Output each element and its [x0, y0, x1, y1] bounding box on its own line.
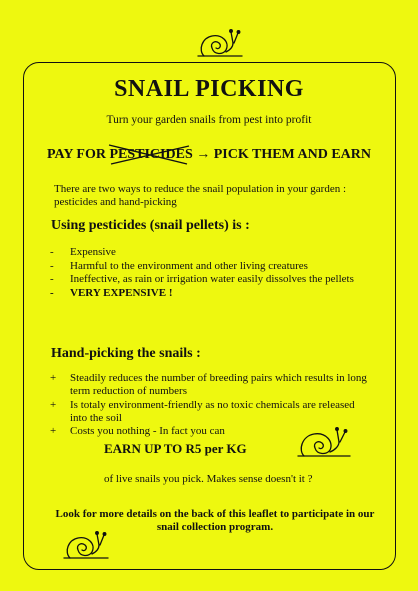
struck-word-wrap: [109, 147, 192, 163]
snail-icon: [296, 424, 354, 460]
list-item-text: Steadily reduces the number of breeding pairs which results in long term reduction of numbers: [70, 372, 367, 397]
list-marker: +: [50, 398, 57, 411]
footer-note: Look for more details on the back of this leaflet to participate in our snail collection program.: [55, 508, 375, 533]
list-item: [50, 372, 370, 398]
earn-subline: of live snails you pick. Makes sense doesn't it ?: [104, 473, 313, 485]
list-item-text: Harmful to the environment and other living creatures: [70, 259, 308, 272]
pay-suffix: → PICK THEM AND EARN: [192, 147, 371, 162]
list-item: [50, 287, 370, 300]
intro-paragraph: There are two ways to reduce the snail population in your garden : pesticides and hand-picking: [54, 183, 347, 208]
list-marker: +: [50, 425, 57, 437]
list-marker: -: [50, 286, 54, 299]
list-item: [50, 273, 370, 286]
struck-word: PESTICIDES: [109, 147, 193, 162]
list-marker: +: [50, 372, 57, 384]
list-marker: -: [50, 259, 54, 272]
page-title: SNAIL PICKING: [114, 76, 304, 102]
subtitle: Turn your garden snails from pest into profit: [106, 114, 312, 126]
list-marker: -: [50, 246, 54, 258]
pay-prefix: PAY FOR: [46, 147, 110, 162]
handpicking-heading: Hand-picking the snails :: [51, 346, 201, 361]
list-item: [50, 260, 370, 273]
list-item: [50, 246, 370, 259]
list-item-text: Expensive: [70, 246, 116, 258]
pay-line: [0, 147, 418, 163]
list-item: [50, 399, 370, 425]
earn-headline: EARN UP TO R5 per KG: [104, 441, 247, 456]
leaflet-border: [23, 62, 396, 570]
cross-out-icon: [107, 143, 191, 167]
list-marker: -: [50, 273, 54, 285]
list-item-text: VERY EXPENSIVE !: [70, 286, 173, 299]
list-item-text: Ineffective, as rain or irrigation water easily dissolves the pellets: [70, 273, 354, 285]
pesticides-heading: Using pesticides (snail pellets) is :: [51, 218, 250, 233]
snail-icon: [196, 26, 246, 60]
list-item-text: Costs you nothing - In fact you can: [70, 425, 225, 437]
pesticides-list: [50, 246, 370, 300]
list-item-text: Is totaly environment-friendly as no toxic chemicals are released into the soil: [70, 398, 355, 424]
snail-icon: [62, 528, 112, 562]
